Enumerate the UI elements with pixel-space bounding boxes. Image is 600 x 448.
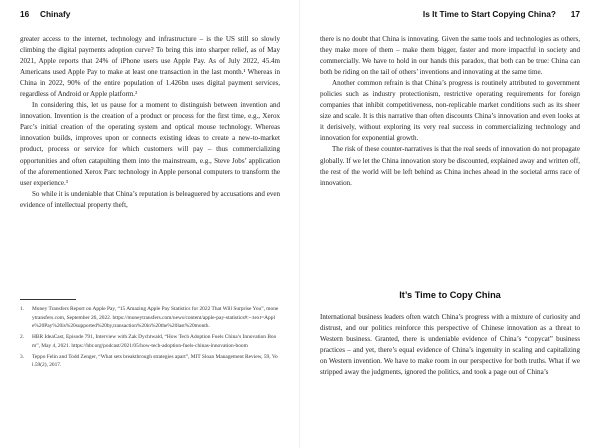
footnote-text: Money Transfers Report on Apple Pay, “15 Amazing Apple Pay Statistics for 2022 That Will Surprise You”, moneytransfers.com, September 26, 2022. https://moneytransfers.com/news/content/apple-pay-statistics#:~:text=Apple%20Pay%20is%20supported%20by,transaction%20in%20the%20last%20month. bbox=[32, 306, 279, 330]
section-paragraph: International business leaders often watch China’s progress with a mixture of curiosity and distrust, and our politics reinforce this perspective of Chinese innovation as a threat to Western business. Granted, there is undeniable evidence of China’s “copycat” business practices – and yet, there’s equal evidence of China’s ingenuity in scaling and capitalizing on Western invention. We have to make room in our perspective for both truths. What if we stripped away the judgments, ignored the politics, and took a page out of China’s bbox=[320, 313, 580, 377]
section-heading: It’s Time to Copy China bbox=[399, 290, 501, 300]
footnotes bbox=[20, 305, 280, 372]
right-paragraph-1: there is no doubt that China is innovating. Given the same tools and technologies as others, they make more of them – make them bigger, faster and more impactful in society and commercially. We have to hold in our hands this paradox, that both can be true: China can both be riding on the tail of others’ inventions and innovating at the same time. bbox=[320, 35, 580, 77]
footnote-text: HBR IdeaCast, Episode 791, Interview with Zak Dychtwald, “How Tech Adoption Fuels China’s Innovation Boom”, May 4, 2021. https://hbr.org/podcast/2021/05/how-tech-adoption-fuels-chinas-innovation-boom bbox=[32, 334, 277, 349]
left-body-text bbox=[20, 34, 280, 211]
right-page bbox=[320, 0, 580, 448]
right-paragraph-3: The risk of these counter-narratives is that the real seeds of innovation do not propagate globally. If we let the China innovation story be discounted, explained away and written off, the rest of the world will be left behind as China inches ahead in the societal arms race of innovation. bbox=[320, 145, 580, 187]
right-running-head: Is It Time to Start Copying China? bbox=[422, 9, 556, 19]
right-body-text bbox=[320, 34, 580, 189]
left-paragraph-2: In considering this, let us pause for a moment to distinguish between invention and innovation. Invention is the creation of a product or process for the first time, e.g., Xerox Parc’s initial creation of the operating system and optical mouse technology. Whereas innovation builds, improves upon or connects existing ideas to create a new-to-market product, process or service for which customers will pay – thus commercializing opportunities and often catapulting them into the mainstream, e.g., Steve Jobs’ application of the aforementioned Xerox Parc technology in Apple personal computers to transform the user experience.³ bbox=[20, 101, 280, 187]
footnote-text: Teppo Felin and Todd Zenger, “What sets breakthrough strategies apart”, MIT Sloan Management Review, 59, Vol.59(2), 2017. bbox=[32, 353, 278, 369]
page-gutter bbox=[299, 0, 300, 448]
footnote-2 bbox=[20, 333, 280, 350]
footnote-number: 1. bbox=[20, 306, 25, 312]
footnote-3 bbox=[20, 353, 280, 370]
section-body-text bbox=[320, 312, 580, 378]
left-page-number: 16 bbox=[20, 9, 30, 19]
footnote-number: 3. bbox=[20, 353, 25, 360]
left-page-header bbox=[20, 9, 280, 25]
footnote-rule bbox=[20, 299, 76, 300]
left-page bbox=[20, 0, 280, 448]
footnote-1 bbox=[20, 305, 280, 331]
right-page-number: 17 bbox=[570, 9, 580, 19]
right-page-header bbox=[320, 9, 580, 25]
right-paragraph-2: Another common refrain is that China’s progress is routinely attributed to government policies such as industry protectionism, restrictive operating requirements for foreign companies that inhibit competitiveness, non-replicable market conditions such as its sheer size and scale. It is this narrative than often discounts China’s innovation and even looks at it derisively, without exploring its very real success in commercializing technology and innovation for exponential growth. bbox=[320, 79, 580, 143]
left-running-head: Chinafy bbox=[40, 9, 71, 19]
footnote-number: 2. bbox=[20, 334, 25, 341]
left-paragraph-1: greater access to the internet, technology and infrastructure – is the US still so slowly climbing the digital payments adoption curve? To bring this into sharper relief, as of May 2021, Apple reports that 24% of iPhone users use Apple Pay. As of July 2022, 45.4m Americans used Apple Pay to make at least one transaction in the last month.¹ Whereas in China in 2022, 90% of the entire population of 1.426bn uses digital payment services, regardless of Android or Apple platform.² bbox=[20, 35, 280, 99]
left-paragraph-3: So while it is undeniable that China’s reputation is beleaguered by accusations and even evidence of intellectual property theft, bbox=[20, 189, 280, 209]
